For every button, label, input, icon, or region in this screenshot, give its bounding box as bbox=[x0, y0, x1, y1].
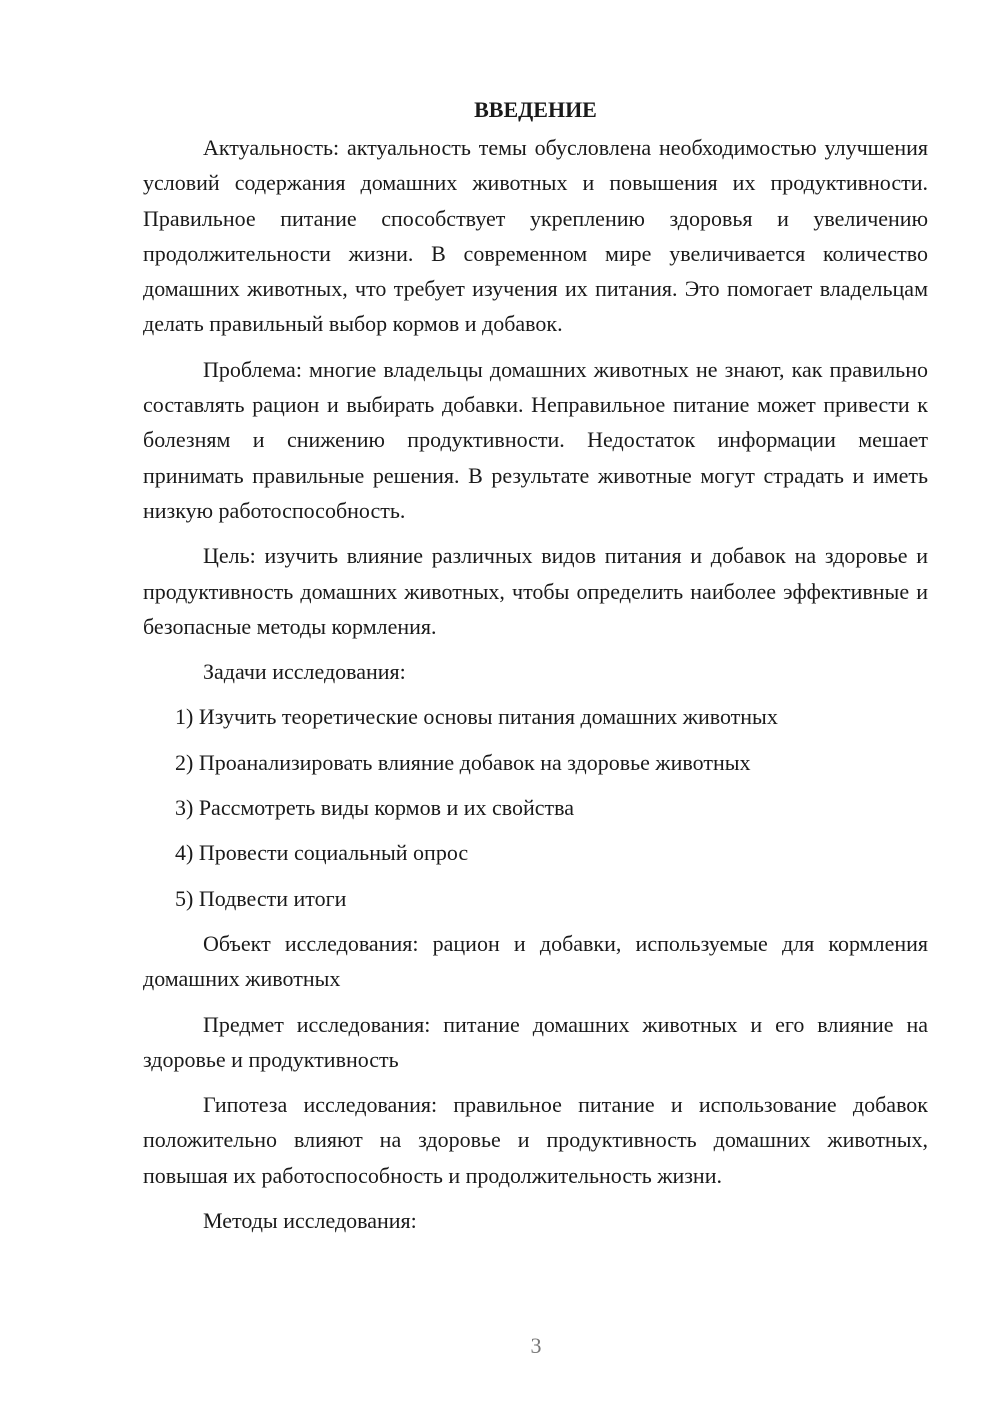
task-item: 2) Проанализировать влияние добавок на здоровье животных bbox=[175, 749, 751, 775]
page-number: 3 bbox=[530, 1333, 542, 1358]
subject-paragraph: Предмет исследования: питание домашних животных и его влияние на здоровье и продуктивность bbox=[143, 1011, 928, 1072]
hypothesis-paragraph: Гипотеза исследования: правильное питание и использование добавок положительно влияют на здоровье и продуктивность домашних животных, повышая их работоспособность и продолжительность жизни. bbox=[143, 1092, 928, 1188]
tasks-title: Задачи исследования: bbox=[203, 659, 406, 685]
section-heading: ВВЕДЕНИЕ bbox=[474, 97, 597, 122]
task-item: 4) Провести социальный опрос bbox=[175, 840, 469, 866]
document-page bbox=[143, 92, 928, 1248]
task-item: 5) Подвести итоги bbox=[175, 885, 347, 911]
methods-title: Методы исследования: bbox=[203, 1208, 417, 1234]
task-item: 3) Рассмотреть виды кормов и их свойства bbox=[175, 795, 575, 821]
object-paragraph: Объект исследования: рацион и добавки, используемые для кормления домашних животных bbox=[143, 930, 928, 992]
problem-paragraph: Проблема: многие владельцы домашних животных не знают, как правильно составлять рацион и выбирать добавки. Неправильное питание может привести к болезням и снижению продуктивности. Недостаток информации мешает принимать правильные решения. В результате животные могут страдать и иметь низкую работоспособность. bbox=[143, 356, 928, 523]
relevance-paragraph: Актуальность: актуальность темы обусловлена необходимостью улучшения условий содержания домашних животных и повышения их продуктивности. Правильное питание способствует укреплению здоровья и увеличению продолжительности жизни. В современном мире увеличивается количество домашних животных, что требует изучения их питания. Это помогает владельцам делать правильный выбор кормов и добавок. bbox=[143, 135, 928, 337]
goal-paragraph: Цель: изучить влияние различных видов питания и добавок на здоровье и продуктивность домашних животных, чтобы определить наиболее эффективные и безопасные методы кормления. bbox=[143, 543, 928, 639]
task-item: 1) Изучить теоретические основы питания домашних животных bbox=[175, 704, 778, 730]
tasks-list bbox=[143, 699, 928, 915]
